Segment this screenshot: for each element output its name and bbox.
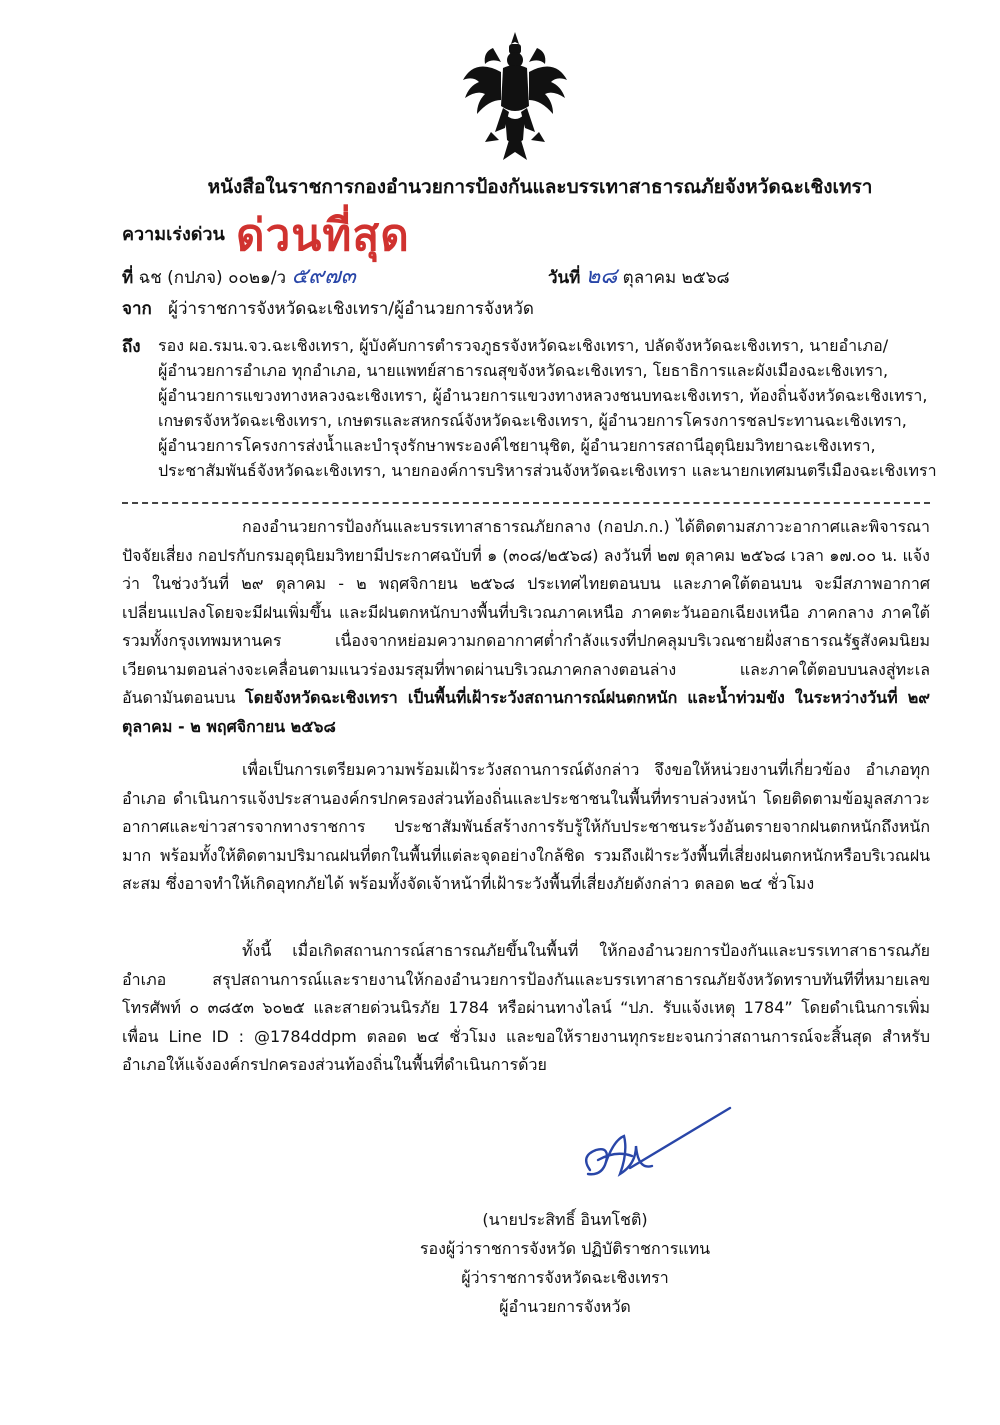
paragraph-3-text: ทั้งนี้ เมื่อเกิดสถานการณ์สาธารณภัยขึ้นในพื้นที่ ให้กองอำนวยการป้องกันและบรรเทาสาธารณภัยอำเภอ สรุปสถานการณ์และรายงานให้กองอำนวยการป้องกันและบรรเทาสาธารณภัยจังหวัดทราบทันทีที่หมายเลขโทรศัพท์ ๐ ๓๘๕๓ ๖๐๒๕ และสายด่วนนิรภัย 1784 หรือผ่านทางไลน์ “ปภ. รับแจ้งเหตุ 1784” โดยดำเนินการเพิ่มเพื่อน Line ID : @1784ddpm ตลอด ๒๔ ชั่วโมง และขอให้รายงานทุกระยะจนกว่าสถานการณ์จะสิ้นสุด สำหรับอำเภอให้แจ้งองค์กรปกครองส่วนท้องถิ่นในพื้นที่ดำเนินการด้วย	[122, 941, 930, 1074]
letter-date	[548, 258, 730, 293]
recipients	[158, 333, 937, 483]
signer-title-1: รองผู้ว่าราชการจังหวัด ปฏิบัติราชการแทน	[419, 1239, 711, 1258]
paragraph-3	[122, 937, 930, 1080]
reference-number	[122, 258, 356, 293]
date-label: วันที่	[548, 268, 581, 288]
recipient-line: ผู้อำนวยการแขวงทางหลวงฉะเชิงเทรา, ผู้อำนวยการแขวงทางหลวงชนบทฉะเชิงเทรา, ท้องถิ่นจังหวัดฉะเชิงเทรา,	[158, 386, 928, 405]
signature-image	[540, 1100, 740, 1195]
signature-block	[400, 1205, 730, 1321]
divider	[122, 502, 930, 504]
from-line	[122, 295, 534, 322]
recipient-line: เกษตรจังหวัดฉะเชิงเทรา, เกษตรและสหกรณ์จังหวัดฉะเชิงเทรา, ผู้อำนวยการโครงการชลประทานฉะเชิงเทรา,	[158, 411, 907, 430]
reference-code: ฉช (กปภจ) ๐๐๒๑/ว	[138, 268, 287, 288]
handwritten-day: ๒๘	[585, 264, 618, 289]
from-text: ผู้ว่าราชการจังหวัดฉะเชิงเทรา/ผู้อำนวยการจังหวัด	[168, 299, 534, 319]
reference-label: ที่	[122, 268, 134, 288]
urgency-stamp: ด่วนที่สุด	[236, 210, 410, 261]
paragraph-2-text: เพื่อเป็นการเตรียมความพร้อมเฝ้าระวังสถานการณ์ดังกล่าว จึงขอให้หน่วยงานที่เกี่ยวข้อง อำเภอทุกอำเภอ ดำเนินการแจ้งประสานองค์กรปกครองส่วนท้องถิ่นและประชาชนในพื้นที่ทราบล่วงหน้า โดยติดตามข้อมูลสภาวะอากาศและข่าวสารจากทางราชการ ประชาสัมพันธ์สร้างการรับรู้ให้กับประชาชนระวังอันตรายจากฝนตกหนักถึงหนักมาก พร้อมทั้งให้ติดตามปริมาณฝนที่ตกในพื้นที่แต่ละจุดอย่างใกล้ชิด รวมถึงเฝ้าระวังพื้นที่เสี่ยงฝนตกหนักหรือบริเวณฝนสะสม ซึ่งอาจทำให้เกิดอุทกภัยได้ พร้อมทั้งจัดเจ้าหน้าที่เฝ้าระวังพื้นที่เสี่ยงภัยดังกล่าว ตลอด ๒๔ ชั่วโมง	[122, 760, 930, 893]
recipient-line: รอง ผอ.รมน.จว.ฉะเชิงเทรา, ผู้บังคับการตำรวจภูธรจังหวัดฉะเชิงเทรา, ปลัดจังหวัดฉะเชิงเทรา, นายอำเภอ/	[158, 336, 889, 355]
recipient-line: ผู้อำนวยการโครงการส่งน้ำและบำรุงรักษาพระองค์ไชยานุชิต, ผู้อำนวยการสถานีอุตุนิยมวิทยาฉะเชิงเทรา,	[158, 436, 876, 455]
from-label: จาก	[122, 299, 152, 319]
paragraph-1-emphasis: โดยจังหวัดฉะเชิงเทรา เป็นพื้นที่เฝ้าระวังสถานการณ์ฝนตกหนัก และน้ำท่วมขัง ในระหว่างวันที่ ๒๙ ตุลาคม - ๒ พฤศจิกายน ๒๕๖๘	[122, 688, 930, 736]
recipient-line: ผู้อำนวยการอำเภอ ทุกอำเภอ, นายแพทย์สาธารณสุขจังหวัดฉะเชิงเทรา, โยธาธิการและผังเมืองฉะเชิงเทรา,	[158, 361, 889, 380]
signer-title-3: ผู้อำนวยการจังหวัด	[499, 1297, 631, 1316]
paragraph-2	[122, 756, 930, 899]
letter-title: หนังสือในราชการกองอำนวยการป้องกันและบรรเทาสาธารณภัยจังหวัดฉะเชิงเทรา	[207, 176, 873, 198]
paragraph-1-text: กองอำนวยการป้องกันและบรรเทาสาธารณภัยกลาง (กอปภ.ก.) ได้ติดตามสภาวะอากาศและพิจารณาปัจจัยเสี่ยง กอปรกับกรมอุตุนิยมวิทยามีประกาศฉบับที่ ๑ (๓๐๘/๒๕๖๘) ลงวันที่ ๒๗ ตุลาคม ๒๕๖๘ เวลา ๑๗.๐๐ น. แจ้งว่า ในช่วงวันที่ ๒๙ ตุลาคม - ๒ พฤศจิกายน ๒๕๖๘ ประเทศไทยตอนบน และภาคใต้ตอนบน จะมีสภาพอากาศเปลี่ยนแปลงโดยจะมีฝนเพิ่มขึ้น และมีฝนตกหนักบางพื้นที่บริเวณภาคเหนือ ภาคตะวันออกเฉียงเหนือ ภาคกลาง ภาคใต้ รวมทั้งกรุงเทพมหานคร เนื่องจากหย่อมความกดอากาศต่ำกำลังแรงที่ปกคลุมบริเวณชายฝั่งสาธารณรัฐสังคมนิยมเวียดนามตอนล่างจะเคลื่อนตามแนวร่องมรสุมที่พาดผ่านบริเวณภาคกลางตอนล่าง และภาคใต้ตอบบนลงสู่ทะเลอันดามันตอนบน	[122, 517, 930, 707]
month-year: ตุลาคม ๒๕๖๘	[622, 268, 730, 288]
recipient-line: ประชาสัมพันธ์จังหวัดฉะเชิงเทรา, นายกองค์การบริหารส่วนจังหวัดฉะเชิงเทรา และนายกเทศมนตรีเมืองฉะเชิงเทรา	[158, 461, 937, 480]
signer-title-2: ผู้ว่าราชการจังหวัดฉะเชิงเทรา	[461, 1268, 669, 1287]
garuda-emblem-icon	[455, 28, 575, 168]
urgency-label: ความเร่งด่วน	[122, 224, 225, 245]
handwritten-reference: ๕๙๗๓	[291, 264, 356, 289]
paragraph-1	[122, 513, 930, 741]
signer-name: (นายประสิทธิ์ อินทโชติ)	[482, 1210, 648, 1229]
to-label: ถึง	[122, 337, 141, 357]
